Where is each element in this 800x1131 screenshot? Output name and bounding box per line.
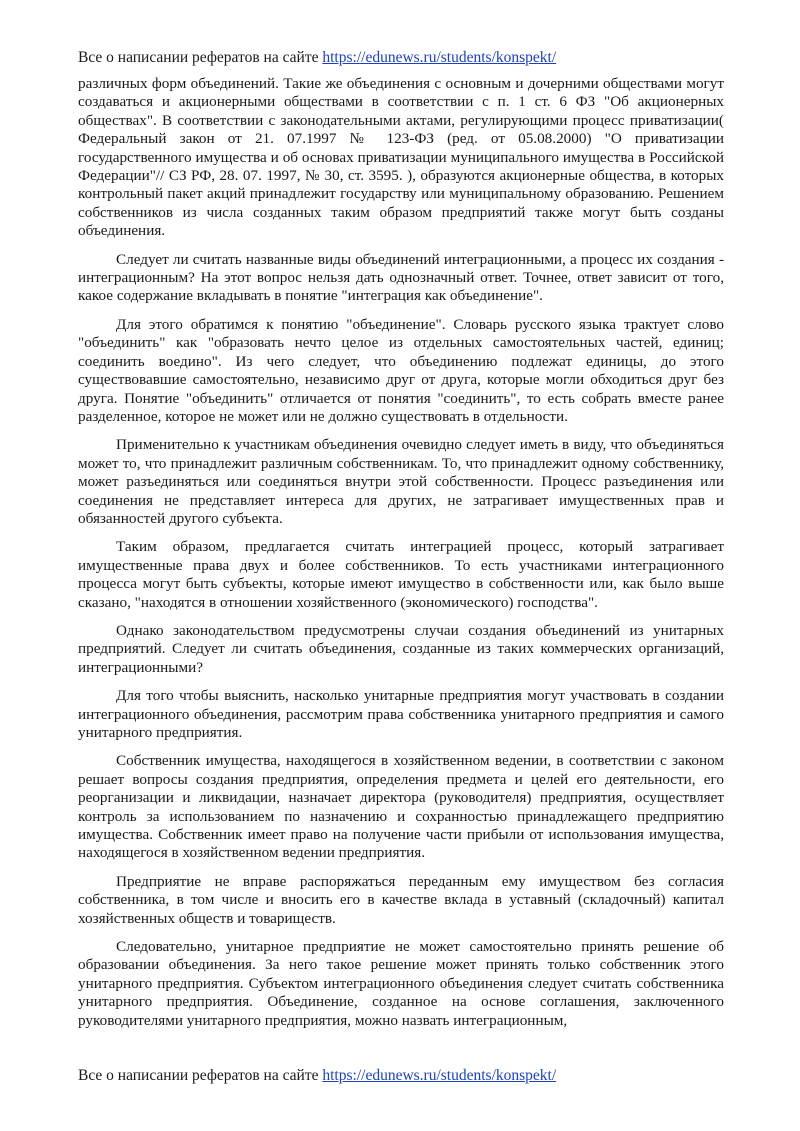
footer-text: Все о написании рефератов на сайте xyxy=(78,1067,323,1084)
paragraph: Предприятие не вправе распоряжаться переданным ему имуществом без согласия собственника, в том числе и вносить его в качестве вклада в уставный (складочный) капитал хозяйственных обществ и товариществ. xyxy=(78,872,724,927)
paragraph: Таким образом, предлагается считать интеграцией процесс, который затрагивает имущественные права двух и более собственников. То есть участниками интеграционного процесса могут быть субъекты, которые имеют имущество в собственности или, как было выше сказано, "находятся в отношении хозяйственного (экономического) господства". xyxy=(78,538,724,611)
paragraph: Однако законодательством предусмотрены случаи создания объединений из унитарных предприятий. Следует ли считать объединения, созданные из таких коммерческих организаций, интеграционными? xyxy=(78,621,724,676)
document-body xyxy=(78,75,724,1040)
page-footer xyxy=(78,1066,556,1086)
paragraph: Для этого обратимся к понятию "объединение". Словарь русского языка трактует слово "объединить" как "образовать нечто целое из отдельных самостоятельных частей, единиц; соединить воедино". Из чего следует, что объединению подлежат единицы, до этого существовавшие самостоятельно, независимо друг от друга, которые могли обходиться друг без друга. Понятие "объединить" отличается от понятия "соединить", то есть собрать вместе ранее разделенное, которое не может или не должно существовать в отдельности. xyxy=(78,315,724,425)
page-header xyxy=(78,48,556,68)
paragraph: Собственник имущества, находящегося в хозяйственном ведении, в соответствии с законом решает вопросы создания предприятия, определения предмета и целей его деятельности, его реорганизации и ликвидации, назначает директора (руководителя) предприятия, осуществляет контроль за использованием по назначению и сохранностью принадлежащего предприятию имущества. Собственник имеет право на получение части прибыли от использования имущества, находящегося в хозяйственном ведении предприятия. xyxy=(78,752,724,862)
header-link[interactable]: https://edunews.ru/students/konspekt/ xyxy=(322,49,557,66)
paragraph: Для того чтобы выяснить, насколько унитарные предприятия могут участвовать в создании интеграционного объединения, рассмотрим права собственника унитарного предприятия и самого унитарного предприятия. xyxy=(78,687,724,741)
paragraph: Применительно к участникам объединения очевидно следует иметь в виду, что объединяться может то, что принадлежит различным собственникам. То, что принадлежит одному собственнику, может разъединяться или соединяться внутри этой собственности. Процесс разъединения или соединения не представляет интереса для других, не затрагивает имущественных прав и обязанностей другого субъекта. xyxy=(78,436,724,527)
paragraph: Следует ли считать названные виды объединений интеграционными, а процесс их создания - интеграционным? На этот вопрос нельзя дать однозначный ответ. Точнее, ответ зависит от того, какое содержание вкладывать в понятие "интеграция как объединение". xyxy=(78,250,724,305)
paragraph: различных форм объединений. Такие же объединения с основным и дочерними обществами могут создаваться и акционерными обществами в соответствии с п. 1 ст. 6 ФЗ "Об акционерных обществах". В соответствии с законодательными актами, регулирующими процесс приватизации( Федеральный закон от 21. 07.1997 № 123-ФЗ (ред. от 05.08.2000) "О приватизации государственного имущества и об основах приватизации муниципального имущества в Российской Федерации"// СЗ РФ, 28. 07. 1997, № 30, ст. 3595. ), образуются акционерные общества, в которых контрольный пакет акций принадлежит государству или муниципальному образованию. Решением собственников из числа созданных таким образом предприятий также могут быть созданы объединения. xyxy=(78,75,724,240)
header-text: Все о написании рефератов на сайте xyxy=(78,49,323,66)
footer-link[interactable]: https://edunews.ru/students/konspekt/ xyxy=(322,1067,557,1084)
paragraph: Следовательно, унитарное предприятие не может самостоятельно принять решение об образовании объединения. За него такое решение может принять только собственник этого унитарного предприятия. Субъектом интеграционного объединения следует считать собственника унитарного предприятия. Объединение, созданное на основе соглашения, заключенного руководителями унитарного предприятия, можно назвать интеграционным, xyxy=(78,938,724,1029)
